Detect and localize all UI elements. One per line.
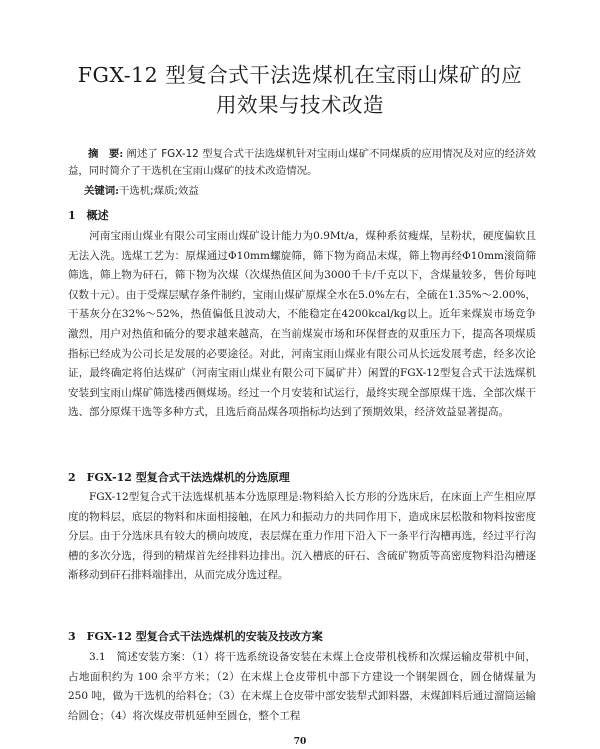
page-number: 70: [293, 737, 307, 747]
section-1-text: 河南宝雨山煤业有限公司宝雨山煤矿设计能力为0.9Mt/a，煤种系贫瘦煤，呈粉状，硬度偏软且无法入洗。选煤工艺为：原煤通过Φ10mm螺旋筛，筛下物为商品末煤，筛上物再经Φ10mm滚筒筛筛选，筛上物为矸石，筛下物为次煤（次煤热值区间为3000千卡/千克以下，含煤量较多，售价每吨仅数十元）。由于受煤层赋存条件制约，宝雨山煤矿原煤全水在5.0%左右，全硫在1.35%～2.00%，干基灰分在32%～52%，热值偏低且波动大，不能稳定在4200kcal/kg以上。近年来煤炭市场竞争激烈，用户对热值和硫分的要求越来越高，在当前煤炭市场和环保督查的双重压力下，提高各项煤质指标已经成为公司长足发展的必要途径。对此，河南宝雨山煤业有限公司从长远发展考虑，经多次论证，最终确定将伯达煤矿（河南宝雨山煤业有限公司下属矿井）闲置的FGX-12型复合式干法选煤机安装到宝雨山煤矿筛选楼西侧煤场。经过一个月安装和试运行，最终实现全部原煤干选、全部次煤干选、部分原煤干选等多种方式，且选后商品煤各项指标均达到了预期效果，经济效益显著提高。: [68, 230, 536, 419]
section-1-paragraph: [68, 227, 536, 423]
section-3-paragraph: [68, 648, 536, 726]
section-3-text: 3.1 简述安装方案：（1）将干选系统设备安装在末煤上仓皮带机栈桥和次煤运输皮带机中间，占地面积约为 100 余平方米；（2）在末煤上仓皮带机中部下方建设一个钢架圆仓，圆仓储煤量为 250 吨，做为干选机的给料仓；（3）在末煤上仓皮带中部安装犁式卸料器，末煤卸料后通过溜筒运输给圆仓；（4）将次煤皮带机延伸至圆仓，整个工程: [68, 651, 536, 722]
keywords: [84, 182, 199, 197]
abstract-label: 摘 要:: [88, 148, 124, 160]
section-2-heading: 2 FGX-12 型复合式干法选煤机的分选原理: [68, 471, 290, 484]
keywords-text: 干选机;煤质;效益: [119, 185, 199, 197]
section-2-paragraph: [68, 488, 536, 586]
abstract-text: 阐述了 FGX-12 型复合式干法选煤机针对宝雨山煤矿不同煤质的应用情况及对应的经济效益，同时简介了干选机在宝雨山煤矿的技术改造情况。: [68, 148, 536, 177]
paper-title-line-2: 用效果与技术改造: [216, 93, 384, 117]
paper-title-line-1: FGX-12 型复合式干法选煤机在宝雨山煤矿的应: [77, 63, 523, 87]
abstract: [68, 146, 536, 180]
keywords-label: 关键词:: [84, 185, 120, 197]
section-2-text: FGX-12型复合式干法选煤机基本分选原理是:物料給入长方形的分选床后，在床面上产生相应厚度的物料层，底层的物料和床面相接触，在风力和振动力的共同作用下，造成床层松散和物料按密度分层。由于分选床具有较大的横向坡度，表层煤在重力作用下沿入下一条平行沟槽再选，经过平行沟槽的多次分选，得到的精煤首先经排料边排出。沉入槽底的矸石、含硫矿物质等高密度物料沿沟槽逐渐移动到矸石排料端排出，从而完成分选过程。: [68, 491, 536, 582]
section-1-heading: 1 概述: [68, 209, 109, 222]
section-3-heading: 3 FGX-12 型复合式干法选煤机的安装及技改方案: [68, 630, 323, 643]
